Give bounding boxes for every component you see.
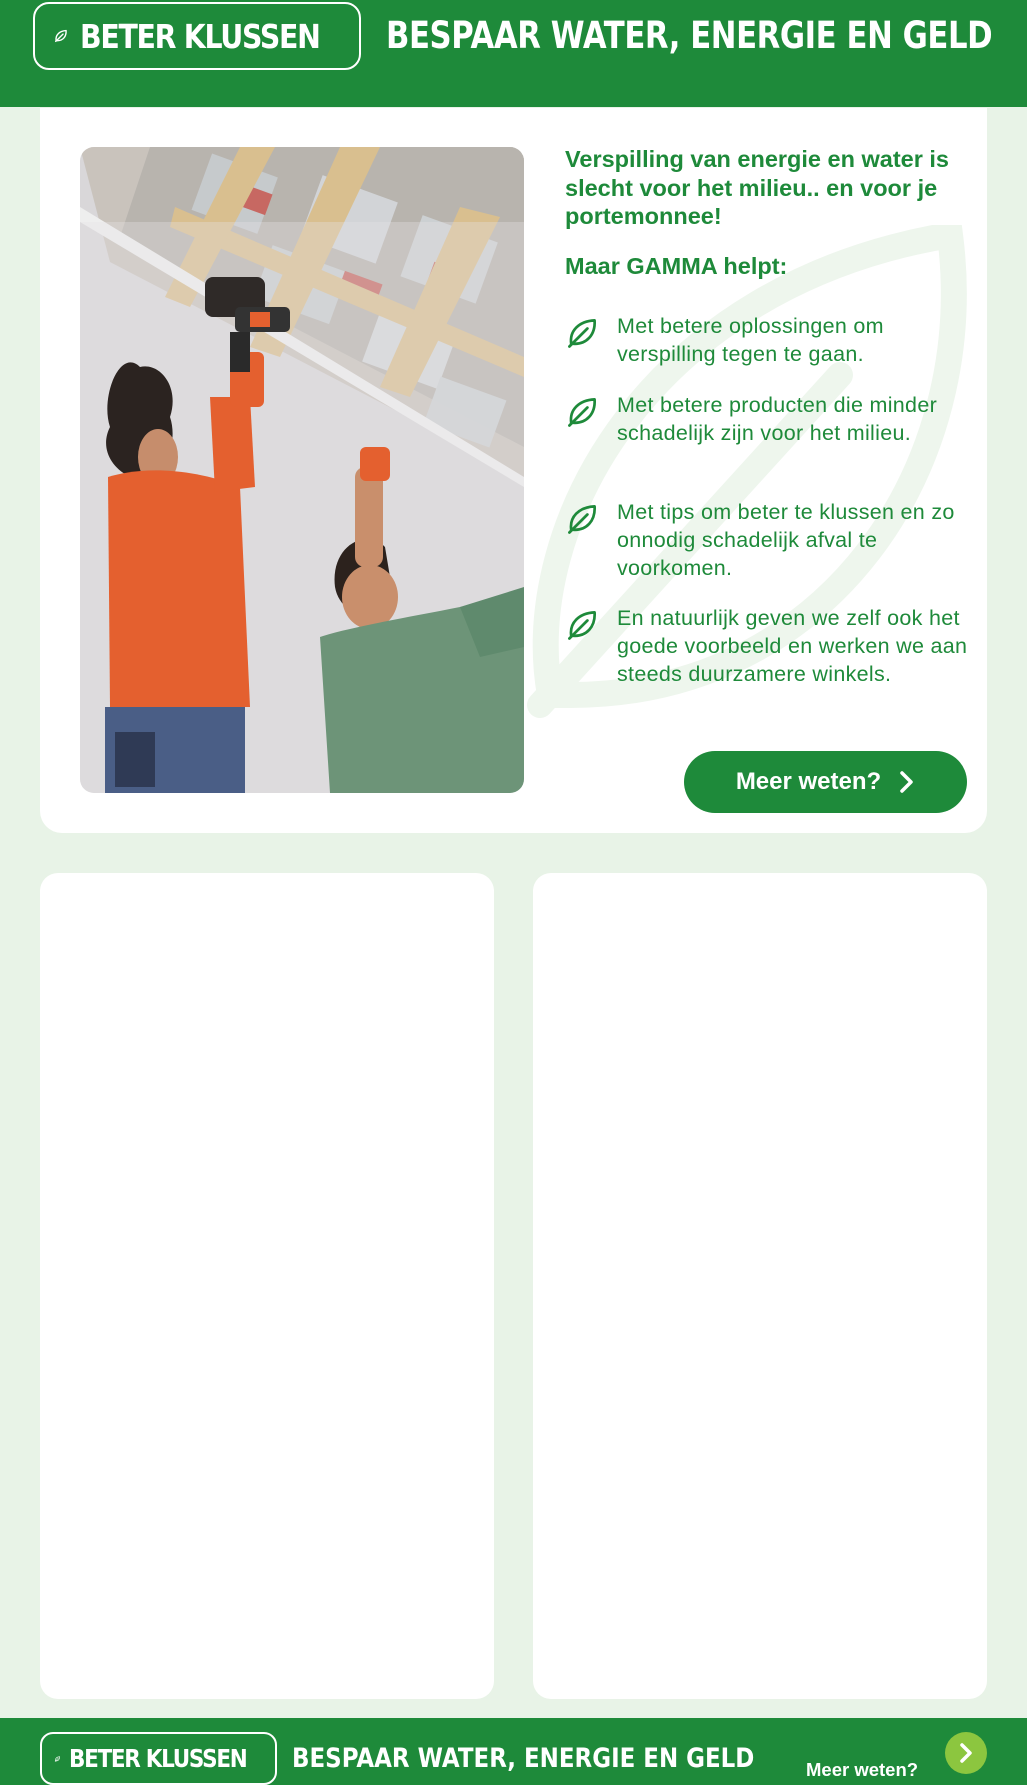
content-panel-left <box>40 873 494 1699</box>
brand-label: BETER KLUSSEN <box>80 16 320 56</box>
brand-logo[interactable] <box>33 2 361 70</box>
more-info-button[interactable] <box>684 751 967 813</box>
content-panel-right <box>533 873 987 1699</box>
chevron-right-icon <box>899 770 915 794</box>
list-item-text: Met betere producten die minder schadelijk zijn voor het milieu. <box>617 393 938 445</box>
leaf-icon <box>564 315 600 351</box>
footer-more-button[interactable] <box>945 1732 987 1774</box>
footer-brand-label: BETER KLUSSEN <box>68 1744 247 1773</box>
footer-bar <box>0 1718 1027 1785</box>
list-item-text: En natuurlijk geven we zelf ook het goede voorbeeld en werken we aan steeds duurzamere winkels. <box>617 606 968 686</box>
helps-heading: Maar GAMMA helpt: <box>565 253 788 279</box>
photo-men-installing-ceiling <box>80 147 524 793</box>
footer-brand-logo[interactable] <box>40 1732 277 1785</box>
more-info-label: Meer weten? <box>735 768 882 795</box>
leaf-icon <box>53 19 68 53</box>
intro-text: Verspilling van energie en water is slecht voor het milieu.. en voor je portemonnee! <box>565 146 949 229</box>
footer-more-link[interactable]: Meer weten? <box>806 1759 919 1780</box>
header-bar <box>0 0 1027 107</box>
list-item-text: Met tips om beter te klussen en zo onnodig schadelijk afval te voorkomen. <box>617 500 955 580</box>
leaf-icon <box>564 607 600 643</box>
leaf-icon <box>564 394 600 430</box>
chevron-right-icon <box>958 1742 974 1764</box>
leaf-icon <box>564 501 600 537</box>
page-title: BESPAAR WATER, ENERGIE EN GELD <box>386 14 993 57</box>
footer-title: BESPAAR WATER, ENERGIE EN GELD <box>292 1743 755 1774</box>
leaf-icon <box>54 1746 61 1772</box>
list-item-text: Met betere oplossingen om verspilling tegen te gaan. <box>617 314 884 366</box>
